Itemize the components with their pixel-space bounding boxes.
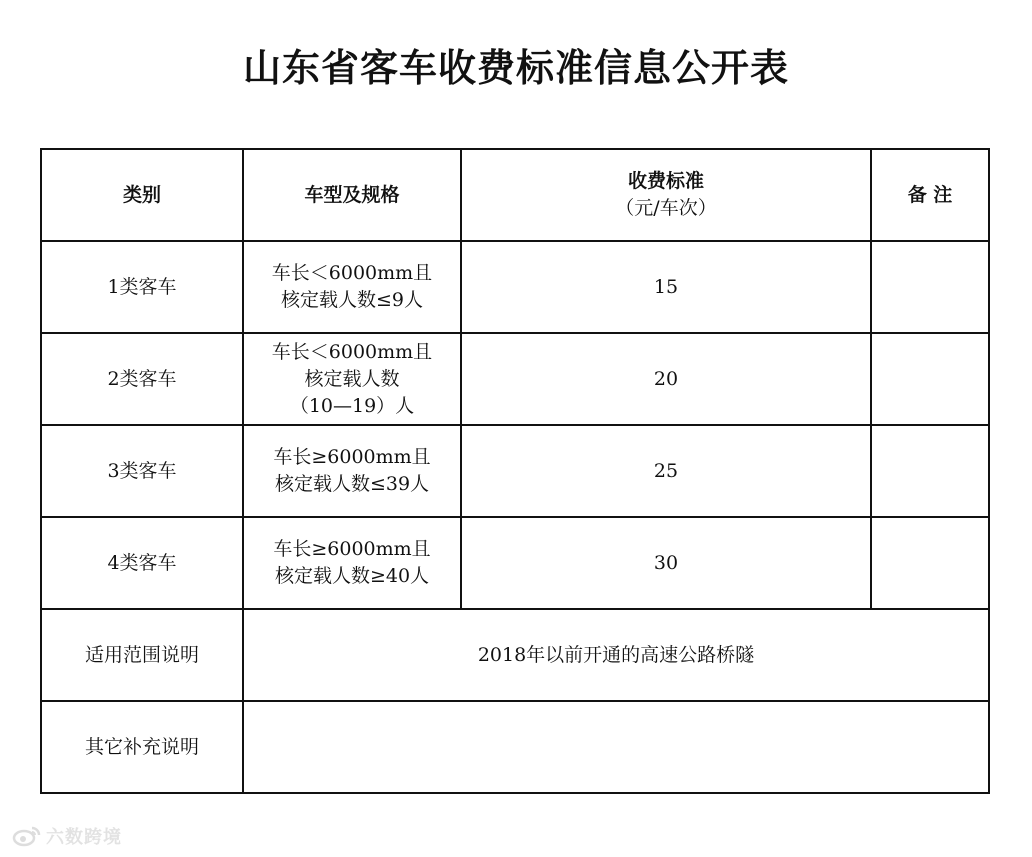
table-row bbox=[41, 241, 989, 333]
cell-fee: 30 bbox=[461, 517, 871, 609]
table-row bbox=[41, 425, 989, 517]
header-fee-label: 收费标准 bbox=[627, 170, 704, 192]
other-notes-row bbox=[41, 701, 989, 793]
cell-vehicle-spec bbox=[243, 241, 461, 333]
cell-fee: 25 bbox=[461, 425, 871, 517]
page-title: 山东省客车收费标准信息公开表 bbox=[242, 46, 789, 90]
header-fee-unit: （元/车次） bbox=[615, 197, 717, 219]
watermark-text: 六数跨境 bbox=[46, 827, 122, 848]
header-category: 类别 bbox=[41, 149, 243, 241]
scope-value: 2018年以前开通的高速公路桥隧 bbox=[243, 609, 989, 701]
scope-row bbox=[41, 609, 989, 701]
table-header-row bbox=[41, 149, 989, 241]
cell-category: 4类客车 bbox=[41, 517, 243, 609]
spec-line: 核定载人数≤9人 bbox=[280, 289, 423, 311]
header-remarks: 备 注 bbox=[871, 149, 989, 241]
cell-vehicle-spec bbox=[243, 333, 461, 425]
other-notes-value bbox=[243, 701, 989, 793]
spec-line: 车长＜6000mm且 bbox=[271, 340, 433, 363]
scope-label: 适用范围说明 bbox=[41, 609, 243, 701]
cell-remarks bbox=[871, 517, 989, 609]
other-notes-label: 其它补充说明 bbox=[41, 701, 243, 793]
cell-category: 3类客车 bbox=[41, 425, 243, 517]
cell-vehicle-spec bbox=[243, 425, 461, 517]
spec-line: 车长＜6000mm且 bbox=[271, 262, 433, 284]
spec-line: 核定载人数 bbox=[304, 367, 400, 390]
header-fee-standard bbox=[461, 149, 871, 241]
cell-vehicle-spec bbox=[243, 517, 461, 609]
spec-line: （10—19）人 bbox=[289, 394, 415, 417]
watermark bbox=[12, 823, 122, 849]
cell-category: 1类客车 bbox=[41, 241, 243, 333]
cell-remarks bbox=[871, 425, 989, 517]
table-row bbox=[41, 517, 989, 609]
weibo-logo-icon bbox=[12, 825, 42, 847]
fee-standard-table bbox=[40, 148, 990, 794]
table-row bbox=[41, 333, 989, 425]
spec-line: 车长≥6000mm且 bbox=[273, 538, 431, 560]
cell-remarks bbox=[871, 241, 989, 333]
header-vehicle-type: 车型及规格 bbox=[243, 149, 461, 241]
spec-line: 核定载人数≥40人 bbox=[274, 565, 430, 587]
cell-fee: 20 bbox=[461, 333, 871, 425]
spec-line: 车长≥6000mm且 bbox=[273, 446, 431, 468]
spec-line: 核定载人数≤39人 bbox=[274, 473, 430, 495]
cell-remarks bbox=[871, 333, 989, 425]
cell-fee: 15 bbox=[461, 241, 871, 333]
cell-category: 2类客车 bbox=[41, 333, 243, 425]
